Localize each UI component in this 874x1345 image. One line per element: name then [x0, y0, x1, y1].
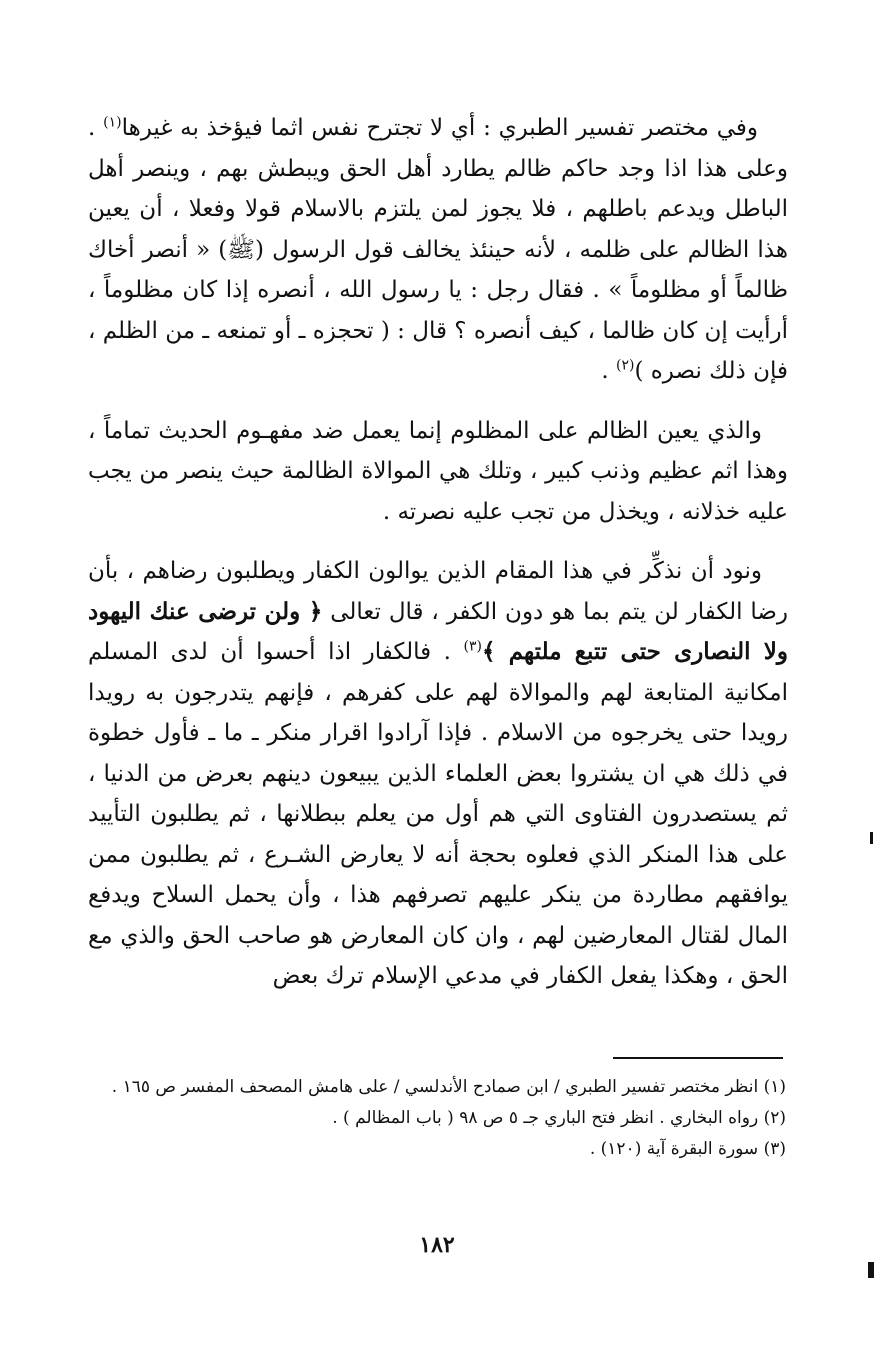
footnote-ref-1: (١) [103, 114, 122, 131]
paragraph-1-part-2: . وعلى هذا اذا وجد حاكم ظالم يطارد أهل الحق ويبطش بهم ، وينصر أهل الباطل ويدعم باطلهم ، فلا يجوز لمن يلتزم بالاسلام قولا وفعلا ، أن يعين هذا الظالم على ظلمه ، لأنه حينئذ يخالف قول الرسول (ﷺ) « أنصر أخاك ظالماً أو مظلوماً » . فقال رجل : يا رسول الله ، أنصره إذا كان مظلوماً ، أرأيت إن كان ظالما ، كيف أنصره ؟ قال : ( تحجزه ـ أو تمنعه ـ من الظلم ، فإن ذلك نصره ) [88, 115, 788, 384]
paragraph-2-text: والذي يعين الظالم على المظلوم إنما يعمل ضد مفهـوم الحديث تماماً ، وهذا اثم عظيم وذنب كبير ، وتلك هي الموالاة الظالمة حيث ينصر من يجب عليه خذلانه ، ويخذل من تجب عليه نصرته . [88, 417, 788, 525]
footnote-2: (٢) رواه البخاري . انظر فتح الباري جـ ٥ ص ٩٨ ( باب المظالم ) . [332, 1108, 786, 1128]
paragraph-3-part-2: . فالكفار اذا أحسوا أن لدى المسلم امكانية المتابعة لهم والموالاة لهم على كفرهم ، فإنهم يتدرجون به رويدا رويدا حتى يخرجوه من الاسلام . فإذا آرادوا اقرار منكر ـ ما ـ فأول خطوة في ذلك هي ان يشتروا بعض العلماء الذين يبيعون دينهم بعرض من الدنيا ، ثم يستصدرون الفتاوى التي هم أول من يعلم ببطلانها ، ثم يطلبون التأييد على هذا المنكر الذي فعلوه بحجة أنه لا يعارض الشـرع ، ثم يطلبون ممن يوافقهم مطاردة من ينكر عليهم تصرفهم هذا ، وأن يحمل السلاح ويدفع المال لقتال المعارضين لهم ، وان كان المعارض هو صاحب الحق والذي مع الحق ، وهكذا يفعل الكفار في مدعي الإسلام ترك بعض [88, 639, 788, 989]
paragraph-3-part-1: ونود أن نذكِّر في هذا المقام الذين يوالون الكفار ويطلبون رضاهم ، بأن رضا الكفار لن يتم بما هو دون الكفر ، قال تعالى [88, 558, 788, 625]
quran-verse: ﴿ ولن ترضى عنك اليهود ولا النصارى حتى تتبع ملتهم ﴾ [88, 597, 788, 665]
footnote-1: (١) انظر مختصر تفسير الطبري / ابن صمادح الأندلسي / على هامش المصحف المفسر ص ١٦٥ . [111, 1077, 786, 1097]
paragraph-3 [88, 551, 788, 997]
paragraph-2 [88, 411, 788, 533]
footnote-ref-2: (٢) [616, 357, 635, 374]
scan-mark [868, 1262, 874, 1278]
footnotes [88, 1072, 786, 1165]
paragraph-1-part-3: . [601, 358, 616, 384]
page-number: ١٨٢ [419, 1232, 455, 1258]
paragraph-1 [88, 108, 788, 392]
main-text [88, 108, 788, 1016]
scan-mark [870, 832, 873, 844]
paragraph-1-part-1: وفي مختصر تفسير الطبري : أي لا تجترح نفس اثما فيؤخذ به غيرها [121, 115, 759, 141]
footnote-separator [613, 1057, 783, 1059]
footnote-ref-3: (٣) [463, 638, 483, 655]
footnote-3: (٣) سورة البقرة آية (١٢٠) . [589, 1139, 786, 1159]
